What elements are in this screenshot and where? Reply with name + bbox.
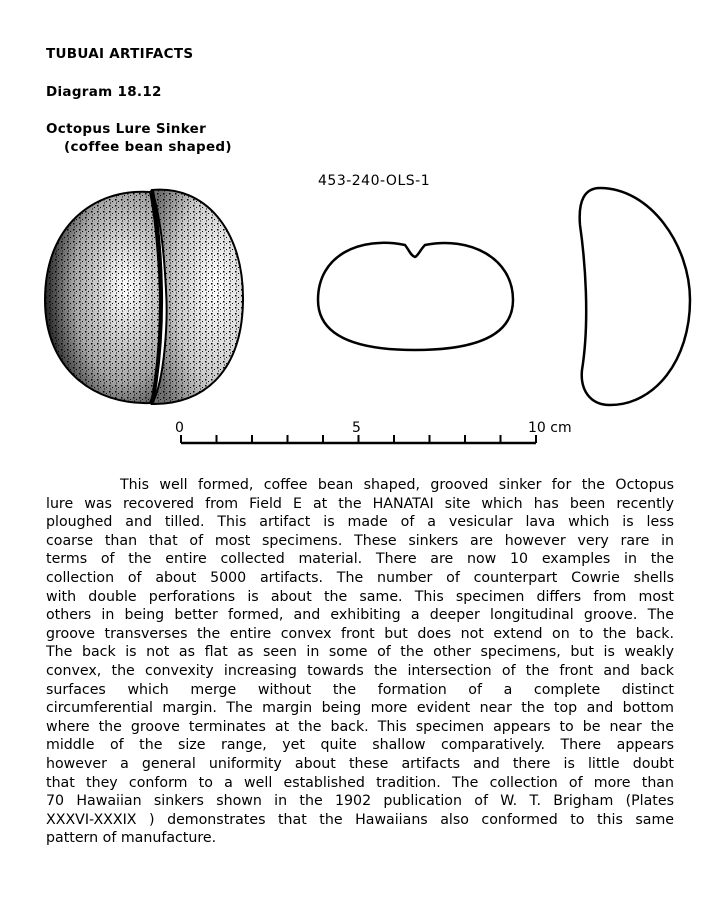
- text-line: terms of the entire collected material. There are now 10 examples in the: [46, 551, 674, 568]
- text-line: collection of about 5000 artifacts. The number of counterpart Cowrie shells: [46, 569, 674, 586]
- text-line: where the groove terminates at the back. This specimen appears to be near the: [46, 718, 674, 735]
- text-line: lure was recovered from Field E at the HANATAI site which has been recently: [46, 495, 674, 512]
- text-line: convex, the convexity increasing towards the intersection of the front and back: [46, 662, 674, 679]
- text-line: surfaces which merge without the formation of a complete distinct: [46, 681, 674, 698]
- text-line: others in being better formed, and exhibiting a deeper longitudinal groove. The: [46, 607, 674, 624]
- specimen-id: 453-240-OLS-1: [318, 173, 431, 189]
- scale-label-10: 10 cm: [528, 420, 572, 436]
- front-view-drawing: [45, 190, 243, 404]
- text-line: groove transverses the entire convex front but does not extend on to the back.: [46, 625, 674, 642]
- subject-note: (coffee bean shaped): [64, 139, 232, 155]
- top-view-outline: [318, 243, 513, 350]
- text-line: ploughed and tilled. This artifact is made of a vesicular lava which is less: [46, 514, 674, 531]
- text-line: This well formed, coffee bean shaped, grooved sinker for the Octopus: [120, 477, 674, 493]
- document-title: TUBUAI ARTIFACTS: [46, 46, 194, 62]
- scale-bar: [181, 435, 536, 443]
- text-line: that they conform to a well established tradition. The collection of more than: [46, 774, 674, 791]
- text-line: with double perforations is about the same. This specimen differs from most: [46, 588, 674, 605]
- text-line: 70 Hawaiian sinkers shown in the 1902 publication of W. T. Brigham (Plates: [46, 793, 674, 810]
- text-line: however a general uniformity about these artifacts and there is little doubt: [46, 755, 674, 772]
- text-line: pattern of manufacture.: [46, 830, 217, 847]
- scale-label-0: 0: [175, 420, 184, 436]
- text-line: The back is not as flat as seen in some of the other specimens, but is weakly: [46, 644, 674, 661]
- subject-heading: Octopus Lure Sinker: [46, 121, 207, 137]
- diagram-number: Diagram 18.12: [46, 84, 162, 100]
- text-line: XXXVI-XXXIX ) demonstrates that the Hawaiians also conformed to this same: [46, 811, 674, 828]
- text-line: coarse than that of most specimens. These sinkers are however very rare in: [46, 532, 674, 549]
- description-text: [46, 476, 674, 848]
- text-line: middle of the size range, yet quite shallow comparatively. There appears: [46, 737, 674, 754]
- text-line: circumferential margin. The margin being more evident near the top and bottom: [46, 700, 674, 717]
- side-view-outline: [580, 188, 690, 405]
- scale-label-5: 5: [352, 420, 361, 436]
